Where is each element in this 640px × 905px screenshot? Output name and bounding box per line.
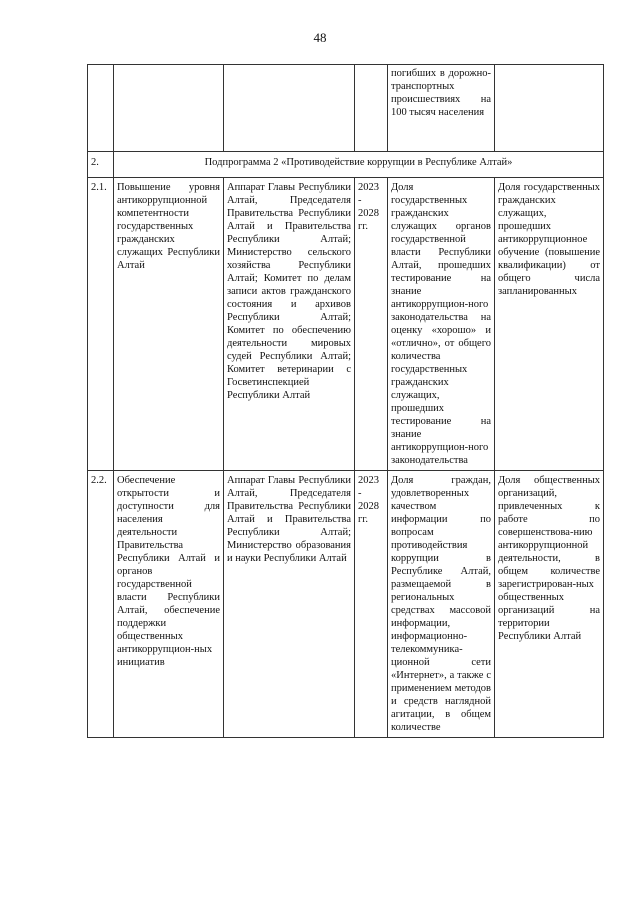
cell-indicator: Доля государственных гражданских служащих органов государственной власти Республики Алтай, прошедших тестирование на знание антикоррупцион-ного законодательства на оценку «хорошо» и «отлично», от общего количества государственных гражданских служащих, прошедших тестирование на знание антикоррупцион-ного законодательства [388, 178, 495, 471]
cell-executors: Аппарат Главы Республики Алтай, Председателя Правительства Республики Алтай и Правительства Республики Алтай; Министерство образования и науки Республики Алтай [224, 471, 355, 738]
program-table [87, 64, 604, 738]
table-row [88, 65, 604, 152]
cell-target: Доля общественных организаций, привлеченных к работе по совершенствова-нию антикоррупционной деятельности, в общем количестве зарегистрирован-ных общественных организаций на территории Республики Алтай [495, 471, 604, 738]
cell-executors [224, 65, 355, 152]
cell-number: 2.2. [88, 471, 114, 738]
cell-target [495, 65, 604, 152]
subprogram-row [88, 152, 604, 178]
subprogram-title: Подпрограмма 2 «Противодействие коррупции в Республике Алтай» [114, 152, 604, 178]
cell-indicator: погибших в дорожно-транспортных происшествиях на 100 тысяч населения [388, 65, 495, 152]
page-number: 48 [313, 30, 327, 45]
table-row [88, 471, 604, 738]
cell-period: 2023 - 2028 гг. [355, 471, 388, 738]
cell-executors: Аппарат Главы Республики Алтай, Председателя Правительства Республики Алтай и Правительства Республики Алтай; Министерство сельского хозяйства Республики Алтай; Комитет по делам записи актов гражданского состояния и архивов Республики Алтай; Комитет по обеспечению деятельности мировых судей Республики Алтай; Комитет ветеринарии с Госветинспекцией Республики Алтай [224, 178, 355, 471]
cell-period: 2023 - 2028 гг. [355, 178, 388, 471]
cell-number [88, 65, 114, 152]
subprogram-number: 2. [88, 152, 114, 178]
cell-measure: Обеспечение открытости и доступности для населения деятельности Правительства Республики Алтай и органов государственной власти Республики Алтай, обеспечение поддержки общественных антикоррупцион-ных инициатив [114, 471, 224, 738]
cell-number: 2.1. [88, 178, 114, 471]
cell-measure [114, 65, 224, 152]
cell-measure: Повышение уровня антикоррупционной компетентности государственных гражданских служащих Республики Алтай [114, 178, 224, 471]
table-row [88, 178, 604, 471]
cell-period [355, 65, 388, 152]
cell-indicator: Доля граждан, удовлетворенных качеством информации по вопросам противодействия коррупции в Республике Алтай, размещаемой в региональных средствах массовой информации, информационно-телекоммуника-ционной сети «Интернет», а также с применением методов и средств наглядной агитации, в общем количестве [388, 471, 495, 738]
cell-target: Доля государственных гражданских служащих, прошедших антикоррупционное обучение (повышение квалификации) от общего числа запланированных [495, 178, 604, 471]
